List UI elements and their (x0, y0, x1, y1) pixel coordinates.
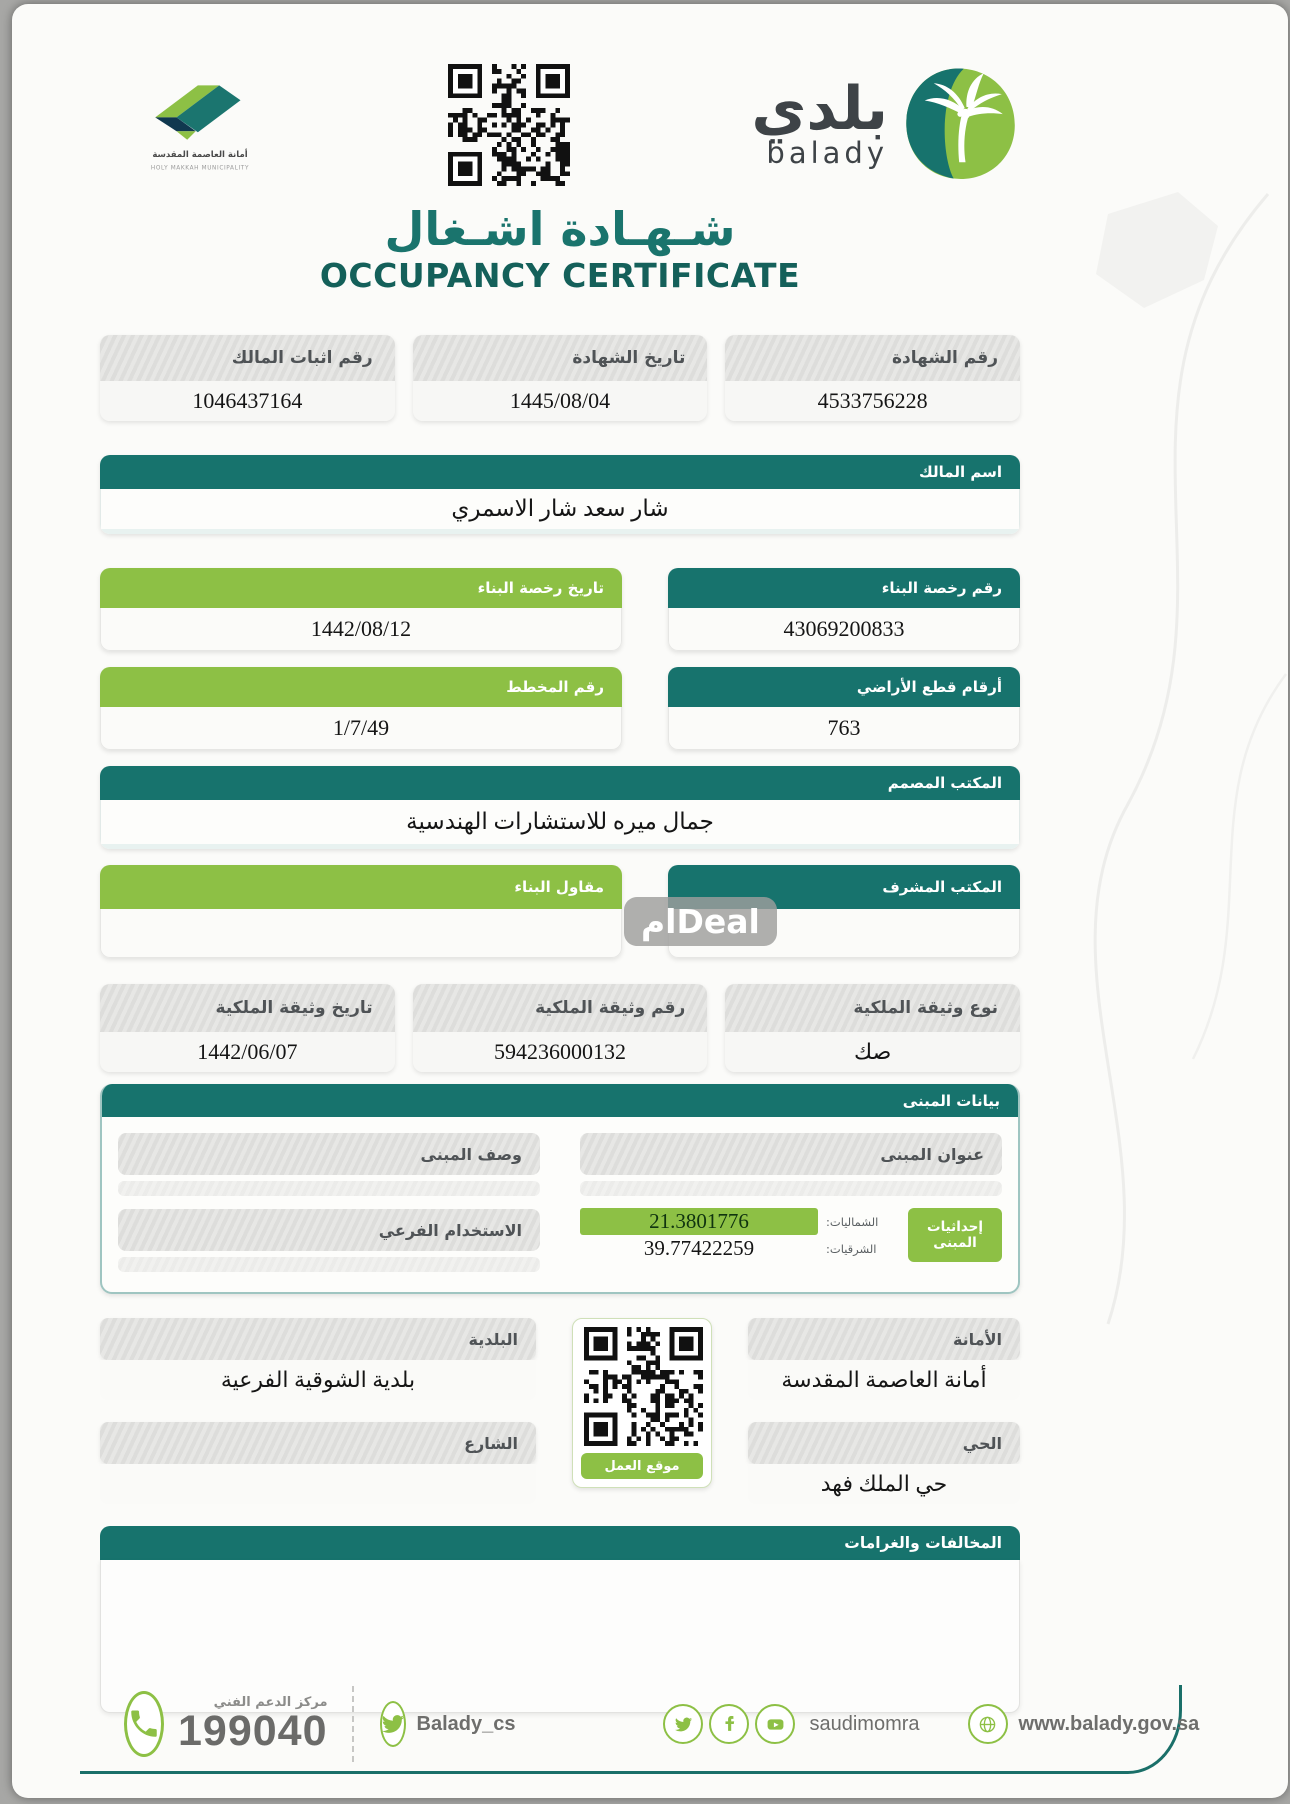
footer-divider (352, 1686, 354, 1762)
certificate-page (12, 4, 1288, 1798)
designer-office-label: المكتب المصمم (100, 766, 1020, 800)
website-group (968, 1704, 1200, 1744)
certificate-date-value: 1445/08/04 (413, 381, 708, 421)
certificate-number-label: رقم الشهادة (725, 335, 1020, 381)
building-permit-number-label: رقم رخصة البناء (668, 568, 1020, 608)
building-permit-date-label: تاريخ رخصة البناء (100, 568, 622, 608)
field-street (100, 1422, 536, 1504)
site-location-qr-card (572, 1318, 712, 1488)
building-permit-number-value: 43069200833 (668, 608, 1020, 651)
youtube-icon (755, 1704, 795, 1744)
phone-icon (124, 1691, 164, 1757)
social-icons-group (663, 1704, 919, 1744)
ownership-doc-number-label: رقم وثيقة الملكية (413, 984, 708, 1032)
field-owner-name (100, 455, 1020, 534)
field-municipality (100, 1318, 536, 1400)
support-center-block (178, 1695, 328, 1753)
balady-logo (751, 66, 1020, 184)
building-address-empty-value (580, 1181, 1002, 1196)
field-designer-office (100, 766, 1020, 849)
building-contractor-value (100, 909, 622, 958)
field-land-plots-numbers (668, 667, 1020, 750)
plan-number-value: 1/7/49 (100, 707, 622, 750)
field-ownership-doc-date (100, 984, 395, 1072)
support-phone-number: 199040 (178, 1707, 328, 1755)
field-certificate-date (413, 335, 708, 421)
watermark (624, 897, 777, 946)
designer-office-value: جمال ميره للاستشارات الهندسية (100, 800, 1020, 849)
field-amanah (748, 1318, 1020, 1400)
owner-name-value: شار سعد شار الاسمري (100, 489, 1020, 534)
balady-logo-latin: balady (766, 136, 888, 171)
sub-use-label: الاستخدام الفرعي (118, 1209, 540, 1251)
ownership-doc-number-value: 594236000132 (413, 1032, 708, 1072)
building-description-label: وصف المبنى (118, 1133, 540, 1175)
district-value: حي الملك فهد (748, 1464, 1020, 1504)
building-coordinates (580, 1208, 1002, 1262)
supervising-office-label: المكتب المشرف (668, 865, 1020, 909)
street-label: الشارع (100, 1422, 536, 1464)
municipality-logo (136, 64, 266, 181)
website-url: www.balady.gov.sa (1018, 1712, 1200, 1735)
building-description-empty-value (118, 1181, 540, 1196)
certificate-date-label: تاريخ الشهادة (413, 335, 708, 381)
social-handle: saudimomra (809, 1712, 920, 1735)
location-row (100, 1318, 1020, 1504)
municipality-logo-mark-icon (136, 64, 264, 177)
header (100, 4, 1020, 192)
field-ownership-doc-type (725, 984, 1020, 1072)
ownership-doc-type-value: صك (725, 1032, 1020, 1072)
offices-row (100, 865, 1020, 958)
certificate-title-arabic: شـهـادة اشـغال (384, 202, 736, 256)
plan-number-label: رقم المخطط (100, 667, 622, 707)
footer (12, 1662, 1288, 1790)
facebook-icon (709, 1704, 749, 1744)
land-plots-label: أرقام قطع الأراضي (668, 667, 1020, 707)
land-plots-value: 763 (668, 707, 1020, 750)
building-address-column (580, 1133, 1002, 1272)
sub-use-empty-value (118, 1257, 540, 1272)
field-certificate-number (725, 335, 1020, 421)
owner-id-value: 1046437164 (100, 381, 395, 421)
east-coordinate-value: 39.77422259 (643, 1236, 755, 1261)
municipality-label: البلدية (100, 1318, 536, 1360)
municipality-value: بلدية الشوقية الفرعية (100, 1360, 536, 1400)
building-address-label: عنوان المبنى (580, 1133, 1002, 1175)
violations-title: المخالفات والغرامات (100, 1526, 1020, 1560)
field-owner-id-number (100, 335, 395, 421)
building-data-section (100, 1084, 1020, 1294)
twitter-small-icon (663, 1704, 703, 1744)
work-site-label: موقع العمل (581, 1453, 703, 1479)
municipality-name-en: HOLY MAKKAH MUNICIPALITY (150, 165, 250, 172)
ownership-doc-date-value: 1442/06/07 (100, 1032, 395, 1072)
municipality-street-column (100, 1318, 536, 1504)
building-data-title: بيانات المبنى (102, 1084, 1018, 1117)
twitter-handle: Balady_cs (416, 1712, 516, 1735)
field-plan-number (100, 667, 622, 750)
district-label: الحي (748, 1422, 1020, 1464)
north-coordinate-value: 21.3801776 (580, 1208, 818, 1235)
field-building-permit-number (668, 568, 1020, 651)
field-ownership-doc-number (413, 984, 708, 1072)
watermark-arabic: ام (641, 902, 677, 941)
owner-id-label: رقم اثبات المالك (100, 335, 395, 381)
certificate-meta-row (100, 335, 1020, 421)
twitter-icon (380, 1701, 406, 1747)
owner-name-label: اسم المالك (100, 455, 1020, 489)
east-coordinate-label: الشرقيات: (826, 1241, 877, 1256)
support-center-label: مركز الدعم الفني (213, 1695, 328, 1710)
field-building-contractor (100, 865, 622, 958)
building-contractor-label: مقاول البناء (100, 865, 622, 909)
ownership-doc-date-label: تاريخ وثيقة الملكية (100, 984, 395, 1032)
amanah-label: الأمانة (748, 1318, 1020, 1360)
plots-row (100, 667, 1020, 750)
globe-icon (968, 1704, 1008, 1744)
certificate-number-value: 4533756228 (725, 381, 1020, 421)
ownership-doc-row (100, 984, 1020, 1072)
building-permit-date-value: 1442/08/12 (100, 608, 622, 651)
ownership-doc-type-label: نوع وثيقة الملكية (725, 984, 1020, 1032)
street-value (100, 1464, 536, 1504)
balady-logo-arabic: بلدي (751, 74, 888, 145)
palm-emblem-icon (902, 66, 1020, 184)
site-location-qr-code (584, 1327, 703, 1446)
municipality-name-ar: أمانة العاصمة المقدسة (152, 149, 248, 160)
amanah-district-column (748, 1318, 1020, 1504)
watermark-latin: Deal (676, 902, 760, 941)
north-coordinate-label: الشماليات: (826, 1214, 879, 1229)
amanah-value: أمانة العاصمة المقدسة (748, 1360, 1020, 1400)
certificate-qr-code (448, 64, 570, 186)
permit-row (100, 568, 1020, 651)
building-description-column (118, 1133, 540, 1272)
field-district (748, 1422, 1020, 1504)
field-building-permit-date (100, 568, 622, 651)
certificate-title-english: OCCUPANCY CERTIFICATE (319, 256, 801, 296)
coordinates-label: إحداثيات المبنى (908, 1208, 1002, 1262)
